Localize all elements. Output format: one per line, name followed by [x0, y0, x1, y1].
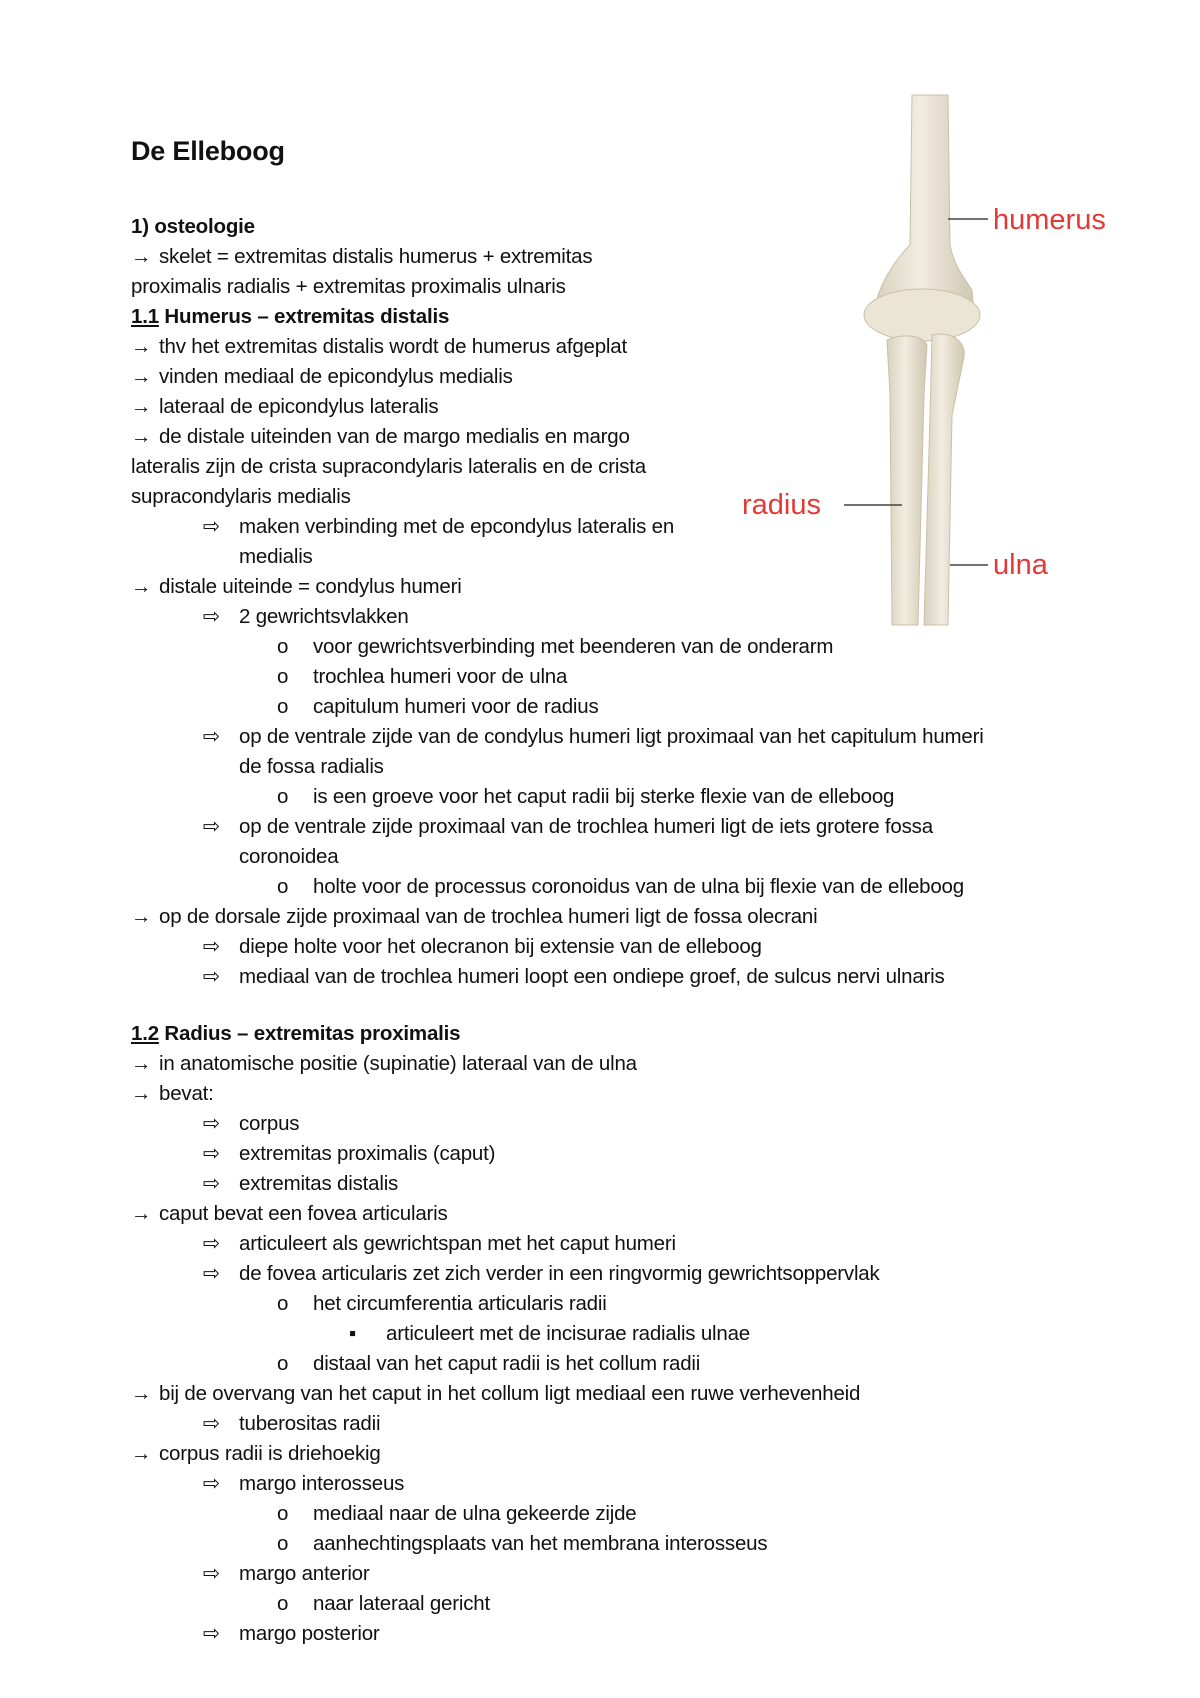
text-line: [131, 212, 1131, 242]
section-heading: 1) osteologie: [131, 215, 255, 238]
line-text: op de ventrale zijde van de condylus humeri ligt proximaal van het capitulum humeri: [239, 725, 984, 748]
circle-bullet-icon: o: [277, 1292, 289, 1315]
arrow-bullet-icon: →: [131, 1442, 152, 1465]
text-line: [131, 362, 1131, 392]
hollow-arrow-bullet-icon: ⇨: [203, 515, 220, 538]
text-line: [131, 572, 1131, 602]
text-line: [131, 692, 1131, 722]
text-line: [131, 1169, 1131, 1199]
line-text: articuleert met de incisurae radialis ulnae: [386, 1322, 751, 1345]
line-text: de distale uiteinden van de margo medialis en margo: [159, 425, 630, 448]
text-line: [131, 632, 1131, 662]
text-line: [131, 452, 1131, 482]
text-line: [131, 782, 1131, 812]
text-line: [131, 1289, 1131, 1319]
line-text: margo anterior: [239, 1562, 370, 1585]
line-text: articuleert als gewrichtspan met het caput humeri: [239, 1232, 676, 1255]
circle-bullet-icon: o: [277, 1502, 289, 1525]
text-line: [131, 932, 1131, 962]
line-text: lateralis zijn de crista supracondylaris lateralis en de crista: [131, 455, 646, 478]
line-text: is een groeve voor het caput radii bij sterke flexie van de elleboog: [313, 785, 895, 808]
text-line: [131, 302, 1131, 332]
text-line: [131, 1529, 1131, 1559]
line-text: distaal van het caput radii is het collum radii: [313, 1352, 701, 1375]
text-line: [131, 1439, 1131, 1469]
text-line: [131, 1349, 1131, 1379]
document-title: De Elleboog: [131, 136, 285, 166]
hollow-arrow-bullet-icon: ⇨: [203, 815, 220, 838]
text-line: [131, 1589, 1131, 1619]
arrow-bullet-icon: →: [131, 1082, 152, 1105]
section-number: 1.2: [131, 1022, 159, 1045]
line-text: bevat:: [159, 1082, 214, 1105]
line-text: margo posterior: [239, 1622, 380, 1645]
text-line: [131, 1409, 1131, 1439]
text-line: [131, 1319, 1131, 1349]
hollow-arrow-bullet-icon: ⇨: [203, 1142, 220, 1165]
line-text: op de ventrale zijde proximaal van de trochlea humeri ligt de iets grotere fossa: [239, 815, 933, 838]
line-text: corpus: [239, 1112, 300, 1135]
text-line: [131, 602, 1131, 632]
line-text: lateraal de epicondylus lateralis: [159, 395, 439, 418]
text-line: [131, 242, 1131, 272]
line-text: diepe holte voor het olecranon bij extensie van de elleboog: [239, 935, 762, 958]
text-line: [131, 1079, 1131, 1109]
line-text: in anatomische positie (supinatie) lateraal van de ulna: [159, 1052, 637, 1075]
text-line: [131, 1109, 1131, 1139]
line-text: 2 gewrichtsvlakken: [239, 605, 409, 628]
text-line: [131, 752, 1131, 782]
line-text: voor gewrichtsverbinding met beenderen van de onderarm: [313, 635, 834, 658]
circle-bullet-icon: o: [277, 695, 289, 718]
text-line: [131, 1559, 1131, 1589]
hollow-arrow-bullet-icon: ⇨: [203, 1472, 220, 1495]
line-text: maken verbinding met de epcondylus lateralis en: [239, 515, 675, 538]
text-line: [131, 722, 1131, 752]
line-text: mediaal naar de ulna gekeerde zijde: [313, 1502, 637, 1525]
line-text: holte voor de processus coronoidus van de ulna bij flexie van de elleboog: [313, 875, 964, 898]
arrow-bullet-icon: →: [131, 395, 152, 418]
line-text: mediaal van de trochlea humeri loopt een ondiepe groef, de sulcus nervi ulnaris: [239, 965, 945, 988]
section-number: 1.1: [131, 305, 159, 328]
circle-bullet-icon: o: [277, 1532, 289, 1555]
hollow-arrow-bullet-icon: ⇨: [203, 605, 220, 628]
text-line: [131, 512, 1131, 542]
line-text: aanhechtingsplaats van het membrana interosseus: [313, 1532, 768, 1555]
text-line: [131, 542, 1131, 572]
text-line: [131, 1379, 1131, 1409]
hollow-arrow-bullet-icon: ⇨: [203, 1112, 220, 1135]
line-text: bij de overvang van het caput in het collum ligt mediaal een ruwe verhevenheid: [159, 1382, 861, 1405]
hollow-arrow-bullet-icon: ⇨: [203, 1622, 220, 1645]
line-text: op de dorsale zijde proximaal van de trochlea humeri ligt de fossa olecrani: [159, 905, 818, 928]
section-heading: Radius – extremitas proximalis: [158, 1022, 461, 1045]
circle-bullet-icon: o: [277, 1592, 289, 1615]
arrow-bullet-icon: →: [131, 245, 152, 268]
text-line: [131, 1139, 1131, 1169]
text-line: [131, 662, 1131, 692]
line-text: medialis: [239, 545, 313, 568]
text-line: [131, 872, 1131, 902]
line-text: corpus radii is driehoekig: [159, 1442, 381, 1465]
text-line: [131, 1019, 1131, 1049]
line-text: tuberositas radii: [239, 1412, 381, 1435]
line-text: de fovea articularis zet zich verder in een ringvormig gewrichtsoppervlak: [239, 1262, 880, 1285]
hollow-arrow-bullet-icon: ⇨: [203, 1562, 220, 1585]
text-line: [131, 902, 1131, 932]
text-line: [131, 1259, 1131, 1289]
text-line: [131, 962, 1131, 992]
circle-bullet-icon: o: [277, 665, 289, 688]
text-line: [131, 422, 1131, 452]
hollow-arrow-bullet-icon: ⇨: [203, 1262, 220, 1285]
arrow-bullet-icon: →: [131, 365, 152, 388]
text-line: [131, 1499, 1131, 1529]
arrow-bullet-icon: →: [131, 1202, 152, 1225]
line-text: proximalis radialis + extremitas proximalis ulnaris: [131, 275, 566, 298]
text-line: [131, 482, 1131, 512]
paragraph-gap: [131, 992, 1131, 1019]
hollow-arrow-bullet-icon: ⇨: [203, 1232, 220, 1255]
text-line: [131, 392, 1131, 422]
line-text: de fossa radialis: [239, 755, 384, 778]
text-line: [131, 1049, 1131, 1079]
ulna-label: ulna: [993, 549, 1048, 581]
hollow-arrow-bullet-icon: ⇨: [203, 1412, 220, 1435]
text-line: [131, 1229, 1131, 1259]
line-text: naar lateraal gericht: [313, 1592, 490, 1615]
circle-bullet-icon: o: [277, 1352, 289, 1375]
text-line: [131, 272, 1131, 302]
circle-bullet-icon: o: [277, 785, 289, 808]
text-line: [131, 812, 1131, 842]
humerus-label: humerus: [993, 204, 1106, 236]
line-text: vinden mediaal de epicondylus medialis: [159, 365, 513, 388]
hollow-arrow-bullet-icon: ⇨: [203, 965, 220, 988]
line-text: supracondylaris medialis: [131, 485, 351, 508]
line-text: thv het extremitas distalis wordt de humerus afgeplat: [159, 335, 627, 358]
hollow-arrow-bullet-icon: ⇨: [203, 935, 220, 958]
hollow-arrow-bullet-icon: ⇨: [203, 1172, 220, 1195]
line-text: distale uiteinde = condylus humeri: [159, 575, 462, 598]
text-line: [131, 332, 1131, 362]
line-text: extremitas distalis: [239, 1172, 399, 1195]
document-body: [131, 212, 1131, 1649]
arrow-bullet-icon: →: [131, 575, 152, 598]
line-text: trochlea humeri voor de ulna: [313, 665, 568, 688]
hollow-arrow-bullet-icon: ⇨: [203, 725, 220, 748]
arrow-bullet-icon: →: [131, 1382, 152, 1405]
arrow-bullet-icon: →: [131, 905, 152, 928]
line-text: skelet = extremitas distalis humerus + extremitas: [159, 245, 593, 268]
line-text: margo interosseus: [239, 1472, 405, 1495]
line-text: caput bevat een fovea articularis: [159, 1202, 448, 1225]
arrow-bullet-icon: →: [131, 1052, 152, 1075]
line-text: extremitas proximalis (caput): [239, 1142, 496, 1165]
square-bullet-icon: ▪: [349, 1322, 357, 1345]
text-line: [131, 1199, 1131, 1229]
radius-label: radius: [742, 489, 821, 521]
arrow-bullet-icon: →: [131, 335, 152, 358]
line-text: capitulum humeri voor de radius: [313, 695, 599, 718]
text-line: [131, 842, 1131, 872]
section-heading: Humerus – extremitas distalis: [158, 305, 450, 328]
circle-bullet-icon: o: [277, 635, 289, 658]
text-line: [131, 1469, 1131, 1499]
line-text: coronoidea: [239, 845, 339, 868]
arrow-bullet-icon: →: [131, 425, 152, 448]
line-text: het circumferentia articularis radii: [313, 1292, 607, 1315]
text-line: [131, 1619, 1131, 1649]
circle-bullet-icon: o: [277, 875, 289, 898]
